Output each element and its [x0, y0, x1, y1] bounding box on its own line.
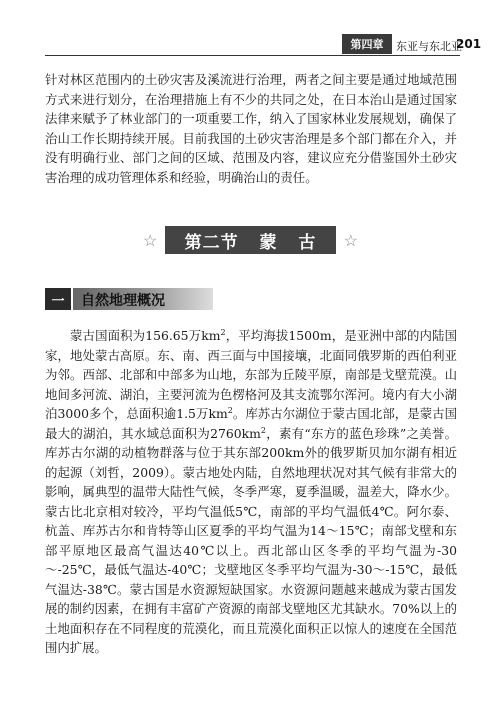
body-text-3: 。库苏古尔湖位于蒙古国北部，是蒙古国最大的湖泊，其水域总面积为2760km [45, 406, 457, 441]
star-icon: ☆ [343, 231, 358, 250]
subsection-number: 一 [45, 288, 71, 310]
superscript: 2 [260, 425, 266, 435]
superscript: 2 [227, 405, 233, 415]
header-rule [45, 55, 460, 56]
page-number: 201 [456, 37, 482, 51]
subsection-title: 自然地理概况 [81, 293, 165, 309]
body-text-1: 蒙古国面积为156.65万km [70, 328, 221, 343]
section-heading [143, 226, 358, 254]
body-paragraph [45, 326, 457, 658]
chapter-title: 东亚与东北亚 [396, 40, 462, 53]
chapter-label: 第四章 [342, 34, 392, 54]
superscript: 2 [220, 327, 226, 337]
intro-paragraph: 针对林区范围内的土砂灾害及溪流进行治理，两者之间主要是通过地域范围方式来进行划分，在治理措施上有不少的共同之处，在日本治山是通过国家法律来赋予了林业部门的一项重要工作，纳入了国家林业发展规划，确保了治山工作长期持续开展。目前我国的土砂灾害治理是多个部门都在介入，并没有明确行业、部门之间的区域、范围及内容，建议应充分借鉴国外土砂灾害治理的成功管理体系和经验，明确治山的责任。 [45, 72, 457, 185]
body-text-4: ，素有“东方的蓝色珍珠”之美誉。库苏古尔湖的动植物群落与位于其东部200km外的俄罗斯贝加尔湖有相近的起源（刘哲，2009）。蒙古地处内陆，自然地理状况对其气候有非常大的影响，属典型的温带大陆性气候，冬季严寒，夏季温暖，温差大，降水少。蒙古比北京相对较冷，平均气温低5℃，南部的平均气温低4℃。阿尔泰、杭盖、库苏古尔和肯特等山区夏季的平均气温为14～15℃；南部戈壁和东部平原地区最高气温达40℃以上。西北部山区冬季的平均气温为-30～-25℃，最低气温达-40℃；戈壁地区冬季平均气温为-30～-15℃，最低气温达-38℃。蒙古国是水资源短缺国家。水资源问题越来越成为蒙古国发展的制约因素，在拥有丰富矿产资源的南部戈壁地区尤其缺水。70%以上的土地面积存在不同程度的荒漠化，而且荒漠化面积正以惊人的速度在全国范围内扩展。 [45, 425, 457, 655]
subsection-heading [45, 288, 245, 310]
star-icon: ☆ [143, 231, 158, 250]
body-text-2: ，平均海拔1500m，是亚洲中部的内陆国家，地处蒙古高原。东、南、西三面与中国接壤，北面同俄罗斯的西伯利亚为邻。西部、北部和中部多为山地，东部为丘陵平原，南部是戈壁荒漠。山地间多河流、湖泊，主要河流为色楞格河及其支流鄂尔浑河。境内有大小湖泊3000多个，总面积逾1.5万km [45, 328, 457, 421]
section-title: 第二节 蒙 古 [184, 232, 317, 253]
page-header [0, 30, 500, 58]
